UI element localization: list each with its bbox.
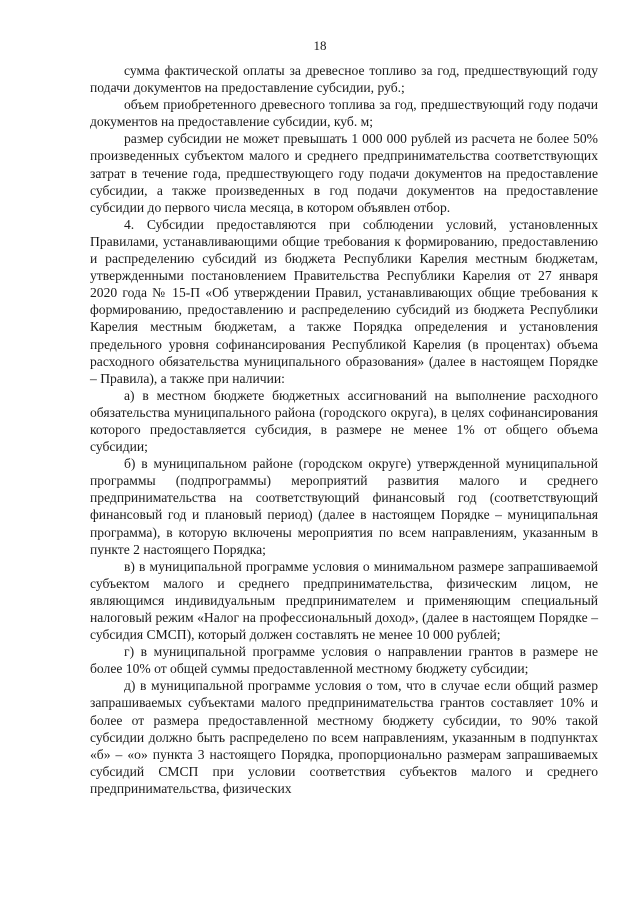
paragraph-clause-4: 4. Субсидии предоставляются при соблюдении условий, установленных Правилами, устанавливающими общие требования к формированию, предоставлению и распределению субсидий из бюджета Республики Карелия местным бюджетам, утвержденными постановлением Правительства Республики Карелия от 27 января 2020 года № 15-П «Об утверждении Правил, устанавливающих общие требования к формированию, предоставлению и распределению субсидий из бюджета Республики Карелия местным бюджетам, а также Порядка определения и установления предельного уровня софинансирования Республикой Карелия (в процентах) объема расходного обязательства муниципального образования» (далее в настоящем Порядке – Правила), а также при наличии: [90, 216, 598, 386]
paragraph-item-d: д) в муниципальной программе условия о том, что в случае если общий размер запрашиваемых субъектами малого предпринимательства грантов составляет 10% и более от размера предоставленной местному бюджету субсидии, то 90% такой субсидии должно быть распределено по всем направлениям, указанным в подпунктах «б» – «о» пункта 3 настоящего Порядка, пропорционально размерам запрашиваемых субсидий СМСП при условии соответствия субъектов малого и среднего предпринимательства, физических [90, 678, 598, 796]
paragraph-fuel-payment: сумма фактической оплаты за древесное топливо за год, предшествующий году подачи документов на предоставление субсидии, руб.; [90, 63, 598, 96]
page-number: 18 [313, 38, 327, 53]
paragraph-item-b: б) в муниципальном районе (городском округе) утвержденной муниципальной программы (подпрограммы) мероприятий развития малого и среднего предпринимательства на соответствующий финансовый год (соответствующий финансовый год и плановый период) (далее в настоящем Порядке – муниципальная программа), в которую включены мероприятия по всем направлениям, указанным в пункте 2 настоящего Порядка; [90, 456, 598, 557]
paragraph-item-v: в) в муниципальной программе условия о минимальном размере запрашиваемой субъектом малого и среднего предпринимательства, физическим лицом, не являющимся индивидуальным предпринимателем и применяющим специальный налоговый режим «Налог на профессиональный доход», (далее в настоящем Порядке – субсидия СМСП), который должен составлять не менее 10 000 рублей; [90, 558, 598, 643]
paragraph-item-a: а) в местном бюджете бюджетных ассигнований на выполнение расходного обязательства муниципального района (городского округа), в целях софинансирования которого предоставляется субсидия, в размере не менее 1% от общего объема субсидии; [90, 387, 598, 455]
paragraph-subsidy-limit: размер субсидии не может превышать 1 000 000 рублей из расчета не более 50% произведенных субъектом малого и среднего предпринимательства соответствующих затрат в течение года, предшествующего году подачи документов на предоставление субсидии, а также произведенных в год подачи документов на предоставление субсидии до первого числа месяца, в котором объявлен отбор. [90, 131, 598, 215]
paragraph-item-g: г) в муниципальной программе условия о направлении грантов в размере не более 10% от общей суммы предоставленной местному бюджету субсидии; [90, 644, 598, 677]
paragraph-fuel-volume: объем приобретенного древесного топлива за год, предшествующий году подачи документов на предоставление субсидии, куб. м; [90, 97, 598, 130]
document-body [90, 62, 598, 797]
